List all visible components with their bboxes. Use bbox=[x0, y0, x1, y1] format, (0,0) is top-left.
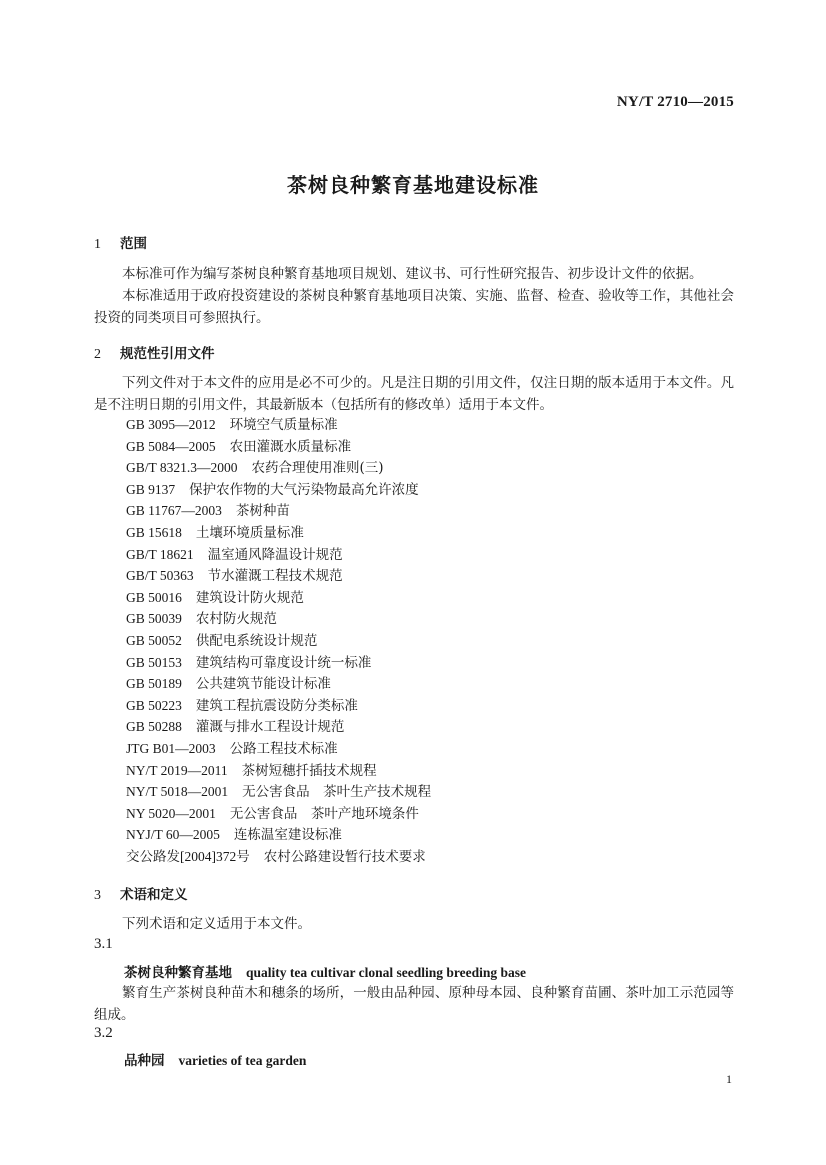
reference-title: 建筑工程抗震设防分类标准 bbox=[195, 697, 358, 714]
reference-item bbox=[126, 781, 431, 803]
reference-code: GB 50288 bbox=[126, 719, 182, 735]
section-1-paragraph-1: 本标准可作为编写茶树良种繁育基地项目规划、建议书、可行性研究报告、初步设计文件的依据。 bbox=[122, 266, 703, 282]
section-3-heading bbox=[94, 883, 188, 904]
reference-title: 建筑设计防火规范 bbox=[195, 589, 304, 606]
reference-code: GB/T 8321.3—2000 bbox=[126, 460, 238, 476]
reference-title: 连栋温室建设标准 bbox=[233, 827, 342, 844]
reference-title: 环境空气质量标准 bbox=[229, 417, 338, 433]
section-1-number: 1 bbox=[94, 237, 101, 252]
reference-item bbox=[126, 738, 431, 760]
reference-code: GB 11767—2003 bbox=[126, 503, 222, 519]
reference-code: NYJ/T 60—2005 bbox=[126, 827, 220, 843]
reference-item bbox=[126, 652, 431, 674]
reference-code: JTG B01—2003 bbox=[126, 740, 216, 756]
reference-item bbox=[126, 608, 431, 630]
reference-title: 无公害食品 茶叶生产技术规程 bbox=[242, 784, 432, 801]
reference-item bbox=[126, 673, 431, 695]
reference-code: NY/T 5018—2001 bbox=[126, 784, 229, 800]
section-1-title: 范围 bbox=[120, 236, 147, 252]
reference-code: GB 50153 bbox=[126, 654, 182, 670]
section-2-title: 规范性引用文件 bbox=[120, 346, 215, 362]
term-3-2 bbox=[124, 1049, 306, 1069]
reference-item bbox=[126, 479, 431, 501]
reference-item bbox=[126, 695, 431, 717]
reference-code: GB 50052 bbox=[126, 632, 182, 648]
reference-title: 公路工程技术标准 bbox=[229, 740, 338, 757]
reference-item bbox=[126, 457, 431, 479]
reference-code: GB 50039 bbox=[126, 611, 182, 627]
reference-item bbox=[126, 565, 431, 587]
term-3-2-number: 3.2 bbox=[94, 1025, 113, 1041]
term-3-1-zh: 茶树良种繁育基地 bbox=[124, 965, 232, 981]
reference-title: 茶树种苗 bbox=[235, 503, 290, 520]
reference-item bbox=[126, 846, 431, 868]
document-title: 茶树良种繁育基地建设标准 bbox=[287, 173, 539, 197]
reference-item bbox=[126, 630, 431, 652]
reference-code: GB/T 18621 bbox=[126, 546, 194, 562]
term-3-2-zh: 品种园 bbox=[124, 1053, 165, 1069]
reference-item bbox=[126, 824, 431, 846]
reference-title: 供配电系统设计规范 bbox=[195, 632, 318, 649]
reference-item bbox=[126, 803, 431, 825]
reference-item bbox=[126, 760, 431, 782]
reference-code: GB 9137 bbox=[126, 481, 176, 497]
reference-title: 农田灌溉水质量标准 bbox=[229, 438, 352, 455]
reference-code: GB/T 50363 bbox=[126, 568, 194, 584]
section-1-paragraph-2: 本标准适用于政府投资建设的茶树良种繁育基地项目决策、实施、监督、检查、验收等工作，其他社会投资的同类项目可参照执行。 bbox=[94, 288, 734, 326]
reference-code: NY/T 2019—2011 bbox=[126, 762, 228, 778]
reference-item bbox=[126, 544, 431, 566]
section-2-heading bbox=[94, 342, 215, 363]
page-number: 1 bbox=[726, 1072, 732, 1086]
reference-title: 温室通风降温设计规范 bbox=[207, 546, 343, 563]
reference-title: 保护农作物的大气污染物最高允许浓度 bbox=[189, 481, 419, 498]
reference-item bbox=[126, 436, 431, 458]
reference-code: GB 50223 bbox=[126, 697, 182, 713]
standard-code: NY/T 2710—2015 bbox=[616, 94, 734, 110]
reference-item bbox=[126, 414, 431, 436]
reference-item bbox=[126, 716, 431, 738]
normative-reference-list bbox=[126, 414, 431, 867]
reference-code: GB 50016 bbox=[126, 589, 182, 605]
reference-code: GB 15618 bbox=[126, 524, 182, 540]
reference-title: 茶树短穗扦插技术规程 bbox=[241, 762, 377, 779]
reference-title: 农村公路建设暂行技术要求 bbox=[263, 848, 426, 865]
reference-title: 节水灌溉工程技术规范 bbox=[207, 568, 343, 585]
reference-code: GB 3095—2012 bbox=[126, 417, 216, 432]
reference-title: 无公害食品 茶叶产地环境条件 bbox=[229, 805, 419, 822]
term-3-1-en: quality tea cultivar clonal seedling breeding base bbox=[246, 965, 527, 980]
reference-code: NY 5020—2001 bbox=[126, 805, 216, 821]
reference-title: 公共建筑节能设计标准 bbox=[195, 676, 331, 693]
term-3-1-definition: 繁育生产茶树良种苗木和穗条的场所，一般由品种园、原种母本园、良种繁育苗圃、茶叶加工示范园等组成。 bbox=[94, 985, 734, 1023]
section-2-intro: 下列文件对于本文件的应用是必不可少的。凡是注日期的引用文件，仅注日期的版本适用于本文件。凡是不注明日期的引用文件，其最新版本（包括所有的修改单）适用于本文件。 bbox=[94, 375, 734, 413]
section-2-number: 2 bbox=[94, 347, 101, 362]
reference-title: 农药合理使用准则(三) bbox=[251, 460, 384, 477]
term-3-1 bbox=[124, 961, 526, 981]
term-3-1-number: 3.1 bbox=[94, 936, 113, 952]
reference-code: GB 5084—2005 bbox=[126, 438, 216, 454]
section-3-title: 术语和定义 bbox=[120, 887, 188, 903]
reference-title: 农村防火规范 bbox=[195, 611, 277, 628]
reference-title: 建筑结构可靠度设计统一标准 bbox=[195, 654, 372, 671]
section-1-heading bbox=[94, 232, 147, 253]
reference-item bbox=[126, 500, 431, 522]
section-3-number: 3 bbox=[94, 888, 101, 903]
reference-item bbox=[126, 522, 431, 544]
reference-title: 灌溉与排水工程设计规范 bbox=[195, 719, 345, 736]
section-3-intro: 下列术语和定义适用于本文件。 bbox=[122, 916, 311, 932]
reference-item bbox=[126, 587, 431, 609]
term-3-2-en: varieties of tea garden bbox=[178, 1053, 307, 1068]
reference-title: 土壤环境质量标准 bbox=[195, 524, 304, 541]
reference-code: 交公路发[2004]372号 bbox=[126, 848, 250, 864]
reference-code: GB 50189 bbox=[126, 676, 182, 692]
